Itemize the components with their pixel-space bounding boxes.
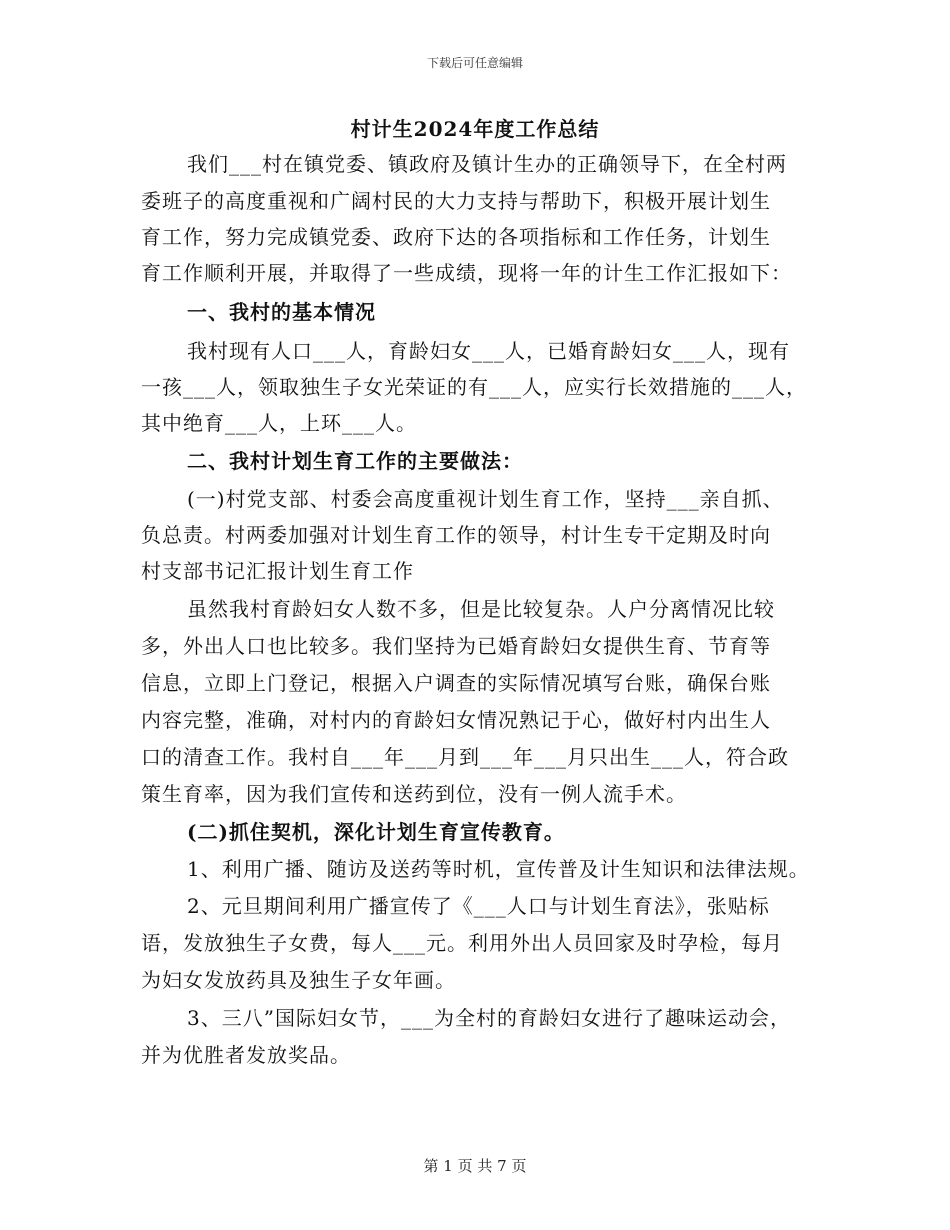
paragraph-line: 语，发放独生子女费，每人___元。利用外出人员回家及时孕检，每月: [141, 931, 783, 955]
paragraph-line: 村支部书记汇报计划生育工作: [141, 559, 414, 583]
paragraph-line: 3、三八”国际妇女节，___为全村的育龄妇女进行了趣味运动会，: [187, 1006, 791, 1030]
header-note: 下载后可任意编辑: [426, 56, 523, 70]
section-heading: 二、我村计划生育工作的主要做法：: [187, 449, 523, 473]
paragraph-line: 1、利用广播、随访及送药等时机，宣传普及计生知识和法律法规。: [187, 857, 810, 881]
paragraph-line: 口的清查工作。我村自___年___月到___年___月只出生___人，符合政: [141, 745, 789, 769]
page-footer: 第 1 页 共 7 页: [423, 1157, 527, 1175]
paragraph-line: 育工作，努力完成镇党委、政府下达的各项指标和工作任务，计划生: [141, 225, 771, 249]
paragraph-line: 我们___村在镇党委、镇政府及镇计生办的正确领导下，在全村两: [187, 152, 787, 176]
paragraph-line: 2、元旦期间利用广播宣传了《___人口与计划生育法》，张贴标: [187, 894, 770, 918]
section-heading: 一、我村的基本情况: [187, 300, 376, 324]
paragraph-line: 为妇女发放药具及独生子女年画。: [141, 968, 456, 992]
section-heading: (二)抓住契机，深化计划生育宣传教育。: [187, 820, 565, 844]
paragraph-line: 育工作顺利开展，并取得了一些成绩，现将一年的计生工作汇报如下：: [141, 261, 792, 285]
paragraph-line: 多，外出人口也比较多。我们坚持为已婚育龄妇女提供生育、节育等: [141, 634, 771, 658]
paragraph-line: 信息，立即上门登记，根据入户调查的实际情况填写台账，确保台账: [141, 671, 771, 695]
paragraph-line: 其中绝育___人，上环___人。: [141, 411, 417, 435]
paragraph-line: 策生育率，因为我们宣传和送药到位，没有一例人流手术。: [141, 782, 687, 806]
paragraph-line: 内容完整，准确，对村内的育龄妇女情况熟记于心，做好村内出生人: [141, 708, 771, 732]
paragraph-line: (一)村党支部、村委会高度重视计划生育工作，坚持___亲自抓、: [187, 487, 784, 511]
paragraph-line: 一孩___人，领取独生子女光荣证的有___人，应实行长效措施的___人，: [141, 375, 807, 399]
paragraph-line: 委班子的高度重视和广阔村民的大力支持与帮助下，积极开展计划生: [141, 189, 771, 213]
paragraph-line: 虽然我村育龄妇女人数不多，但是比较复杂。人户分离情况比较: [187, 597, 775, 621]
paragraph-line: 负总责。村两委加强对计划生育工作的领导，村计生专干定期及时向: [141, 523, 771, 547]
paragraph-line: 并为优胜者发放奖品。: [141, 1043, 351, 1067]
document-title: 村计生2024年度工作总结: [350, 117, 600, 141]
paragraph-line: 我村现有人口___人，育龄妇女___人，已婚育龄妇女___人，现有: [187, 339, 790, 363]
